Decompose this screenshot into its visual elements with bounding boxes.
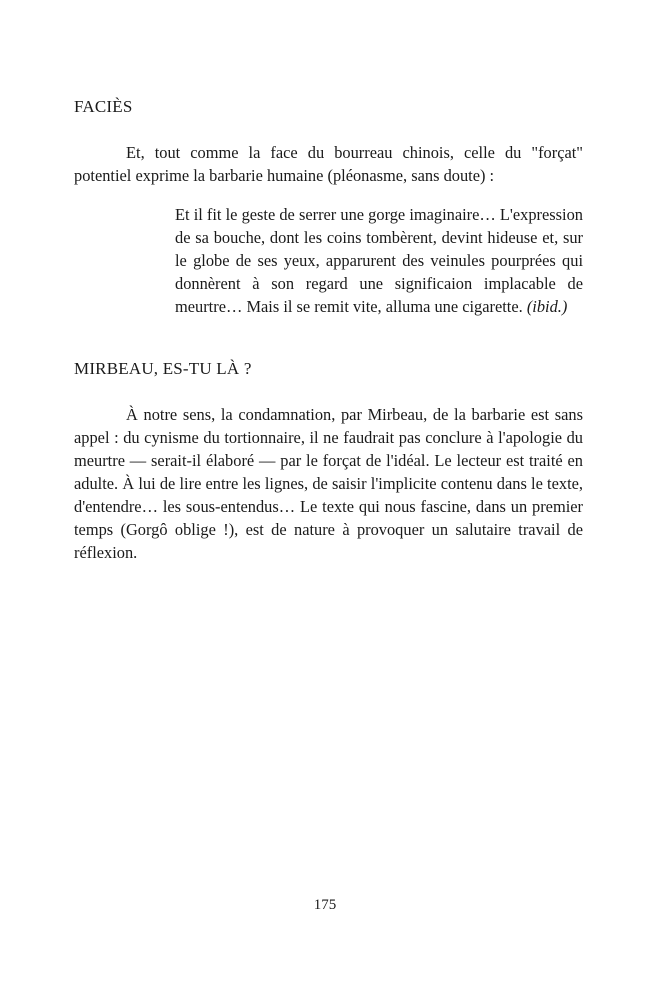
quote-source: (ibid.) bbox=[526, 297, 568, 316]
block-quote bbox=[175, 203, 583, 318]
quote-text: Et il fit le geste de serrer une gorge imaginaire… L'expression de sa bouche, dont les coins tombèrent, devint hideuse et, sur le globe de ses yeux, apparurent des veinules pourprées qui donnèrent à son regard une significaion implacable de meurtre… Mais il se remit vite, alluma une cigarette. bbox=[175, 205, 583, 316]
page-number: 175 bbox=[313, 897, 337, 913]
intro-paragraph: Et, tout comme la face du bourreau chinois, celle du "forçat" potentiel exprime la barbarie humaine (pléonasme, sans doute) : bbox=[74, 143, 583, 185]
section-heading-facies: FACIÈS bbox=[74, 97, 133, 116]
section-heading-mirbeau: MIRBEAU, ES-TU LÀ ? bbox=[74, 359, 252, 378]
body-paragraph: À notre sens, la condamnation, par Mirbeau, de la barbarie est sans appel : du cynisme du tortionnaire, il ne faudrait pas conclure à l'apologie du meurtre — serait-il élaboré — par le forçat de l'idéal. Le lecteur est traité en adulte. À lui de lire entre les lignes, de saisir l'implicite contenu dans le texte, d'entendre… les sous-entendus… Le texte qui nous fascine, dans un premier temps (Gorgô oblige !), est de nature à provoquer un salutaire travail de réflexion. bbox=[74, 405, 583, 562]
